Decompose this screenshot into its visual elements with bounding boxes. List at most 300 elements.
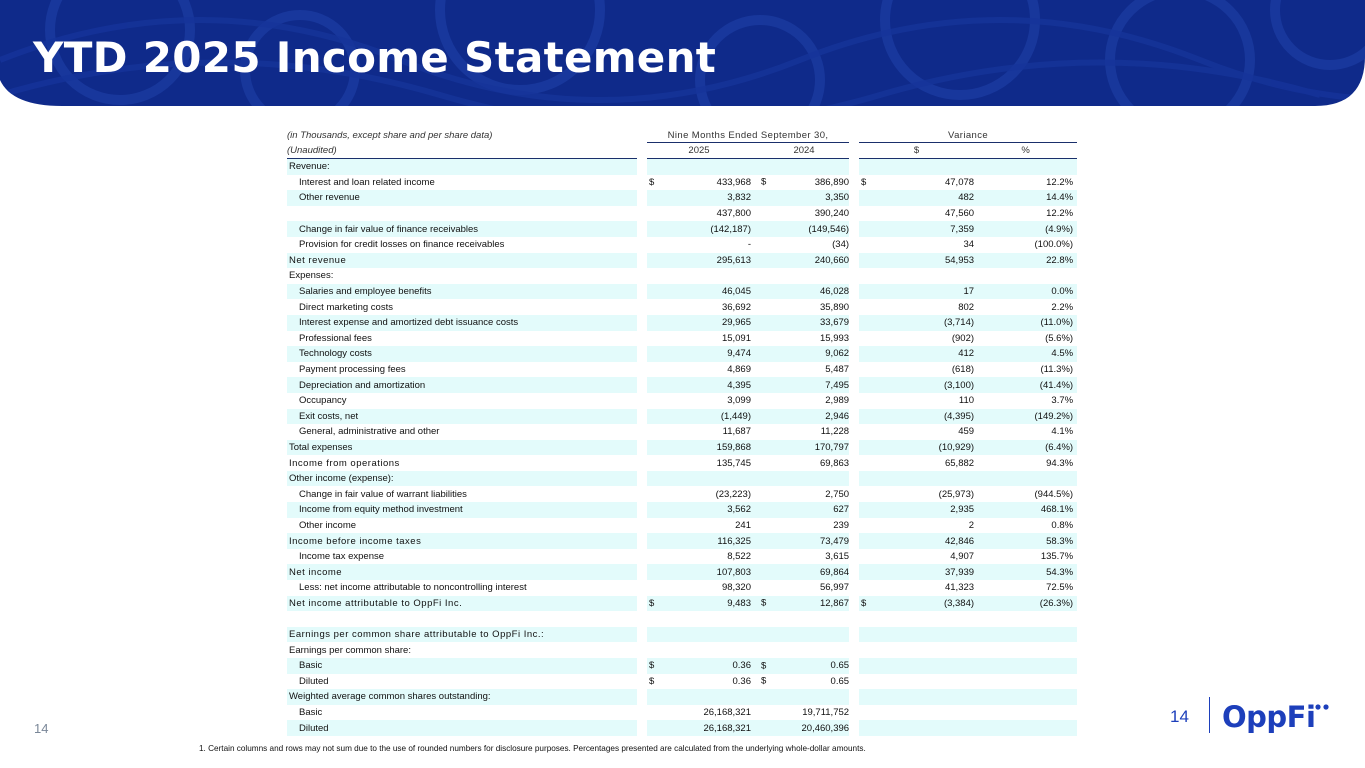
variance-pct: 12.2% [1046, 176, 1074, 188]
table-row [287, 362, 1077, 378]
spacer-cell [637, 705, 647, 721]
currency-2025 [647, 689, 697, 705]
spacer-cell [849, 564, 859, 580]
currency-2025 [647, 455, 697, 471]
variance-pct: 58.3% [974, 533, 1077, 549]
spacer-cell [849, 268, 859, 284]
variance-pct: 468.1% [974, 502, 1077, 518]
spacer-cell [637, 580, 647, 596]
value-2024: (34) [832, 239, 850, 251]
table-row [287, 720, 1077, 736]
currency-variance [859, 190, 909, 206]
spacer-cell [637, 393, 647, 409]
spacer-cell [637, 284, 647, 300]
row-label: Technology costs [287, 346, 637, 362]
spacer-cell [637, 502, 647, 518]
variance-pct: 22.8% [974, 253, 1077, 269]
spacer-cell [751, 315, 759, 331]
spacer-cell [849, 720, 859, 736]
value-2024: 33,679 [759, 315, 849, 331]
currency-variance [859, 331, 909, 347]
logo-divider [1209, 697, 1210, 733]
value-2025: 437,800 [716, 208, 751, 220]
variance-pct [974, 642, 1077, 658]
variance-dollar [909, 611, 974, 627]
col-dollar-header: $ [859, 143, 974, 159]
table-row [287, 502, 1077, 518]
spacer-cell [849, 549, 859, 565]
spacer-cell [637, 190, 647, 206]
value-2025 [697, 268, 751, 284]
currency-variance [859, 705, 909, 721]
value-2025: 11,687 [722, 426, 751, 438]
value-2024-text: 386,890 [814, 176, 850, 188]
header-row-1 [287, 128, 1077, 143]
table-row [287, 580, 1077, 596]
spacer-cell [751, 580, 759, 596]
spacer-cell [637, 377, 647, 393]
currency-variance [859, 237, 909, 253]
row-label: Less: net income attributable to noncontrolling interest [299, 582, 527, 594]
spacer-cell [849, 221, 859, 237]
variance-dollar: 2 [968, 519, 975, 531]
table-row [287, 642, 1077, 658]
spacer-cell [849, 393, 859, 409]
variance-dollar: 17 [909, 284, 974, 300]
value-2025: 0.36 [732, 675, 751, 687]
currency-2025 [647, 424, 697, 440]
spacer-cell [637, 440, 647, 456]
currency-variance [859, 658, 909, 674]
value-2024: 11,228 [820, 426, 850, 438]
currency-variance [859, 471, 909, 487]
variance-dollar: 42,846 [909, 533, 974, 549]
variance-dollar: 54,953 [909, 253, 974, 269]
currency-variance [859, 674, 909, 690]
currency-2025 [647, 221, 697, 237]
spacer-cell [751, 533, 759, 549]
value-2024: 15,993 [819, 332, 850, 344]
variance-pct: 4.1% [1051, 426, 1074, 438]
variance-dollar: 412 [909, 346, 974, 362]
row-label: Salaries and employee benefits [287, 284, 637, 300]
row-label: Depreciation and amortization [287, 377, 637, 393]
variance-pct [974, 159, 1077, 175]
spacer-cell [751, 689, 759, 705]
currency-variance [859, 206, 909, 222]
table-row [287, 611, 1077, 627]
variance-pct: 0.0% [974, 284, 1077, 300]
spacer-cell [849, 206, 859, 222]
currency-2025: $ [647, 658, 697, 674]
spacer-cell [637, 533, 647, 549]
value-2025: 116,325 [697, 533, 751, 549]
table-row [287, 518, 1077, 534]
spacer-cell [849, 315, 859, 331]
currency-2025 [647, 362, 697, 378]
spacer-cell [751, 206, 759, 222]
spacer-cell [751, 674, 759, 690]
row-label: Interest and loan related income [299, 176, 435, 188]
currency-variance [859, 299, 909, 315]
spacer-cell [637, 658, 647, 674]
spacer-cell [637, 720, 647, 736]
currency-variance [859, 268, 909, 284]
value-2024: 2,989 [825, 395, 850, 407]
spacer-cell [849, 502, 859, 518]
value-2025: 241 [735, 519, 751, 531]
variance-pct [974, 611, 1077, 627]
variance-pct: (41.4%) [974, 377, 1077, 393]
spacer-cell [751, 486, 759, 502]
table-row [287, 486, 1077, 502]
spacer-cell [849, 471, 859, 487]
currency-variance [859, 642, 909, 658]
value-2025: 159,868 [697, 440, 751, 456]
table-row [287, 440, 1077, 456]
spacer-cell [637, 627, 647, 643]
spacer-cell [751, 720, 759, 736]
currency-variance [859, 424, 909, 440]
table-row [287, 705, 1077, 721]
variance-header: Variance [859, 128, 1077, 143]
value-2024: 73,479 [759, 533, 849, 549]
spacer-cell [849, 237, 859, 253]
currency-2025 [647, 486, 697, 502]
spacer-cell [637, 268, 647, 284]
spacer-cell [849, 611, 859, 627]
value-2024 [759, 689, 849, 705]
income-statement-table [287, 128, 1077, 736]
currency-2025 [647, 502, 697, 518]
oppfi-logo: OppFi [1222, 700, 1316, 734]
spacer-cell [751, 268, 759, 284]
spacer-cell [751, 190, 759, 206]
currency-2025 [647, 518, 697, 534]
spacer-cell [849, 518, 859, 534]
table-row [287, 253, 1077, 269]
value-2024 [759, 642, 849, 658]
variance-dollar [909, 674, 974, 690]
variance-dollar [909, 689, 974, 705]
value-2024-text: 12,867 [819, 597, 850, 609]
value-2025: 4,869 [727, 364, 751, 376]
row-label: Direct marketing costs [299, 301, 393, 313]
spacer-cell [751, 611, 759, 627]
value-2024: 46,028 [759, 284, 849, 300]
variance-dollar: 65,882 [944, 457, 975, 469]
spacer-cell [849, 627, 859, 643]
value-2024-text: 0.65 [830, 660, 850, 672]
currency-variance [859, 486, 909, 502]
spacer-cell [751, 393, 759, 409]
spacer-cell [751, 253, 759, 269]
logo-dots-icon [1315, 703, 1335, 711]
currency-variance [859, 221, 909, 237]
spacer-cell [637, 455, 647, 471]
page-number-left: 14 [34, 721, 49, 736]
currency-variance [859, 346, 909, 362]
currency-2025 [647, 253, 697, 269]
row-label: Earnings per common share attributable to OppFi Inc.: [287, 627, 637, 643]
spacer-cell [849, 533, 859, 549]
value-2024: 627 [759, 502, 849, 518]
spacer-cell [637, 471, 647, 487]
value-2025: 433,968 [716, 176, 751, 188]
variance-dollar: 4,907 [950, 551, 975, 563]
spacer-cell [751, 440, 759, 456]
currency-2024: $ [761, 176, 767, 188]
footnote: 1. Certain columns and rows may not sum due to the use of rounded numbers for disclosure purposes. Percentages presented are calculated from the underlying whole-dollar amounts. [199, 744, 866, 753]
variance-pct: 3.7% [1051, 395, 1074, 407]
table-row [287, 409, 1077, 425]
currency-2025: $ [649, 675, 655, 687]
variance-pct: 4.5% [974, 346, 1077, 362]
currency-2025 [647, 299, 697, 315]
period-header: Nine Months Ended September 30, [647, 128, 849, 143]
spacer-cell [849, 674, 859, 690]
spacer-cell [637, 315, 647, 331]
unaudited-label: (Unaudited) [287, 143, 637, 159]
page-number-right: 14 [1170, 707, 1189, 726]
row-label: Professional fees [299, 332, 372, 344]
value-2024: 3,350 [759, 190, 849, 206]
value-2024 [759, 611, 849, 627]
currency-2025 [647, 377, 697, 393]
variance-dollar: 47,560 [944, 208, 975, 220]
currency-variance [859, 627, 909, 643]
table-row [287, 175, 1077, 191]
currency-variance: $ [861, 176, 867, 188]
spacer-cell [751, 284, 759, 300]
row-label: Diluted [287, 720, 637, 736]
spacer-cell [849, 253, 859, 269]
value-2025: 3,099 [727, 395, 751, 407]
spacer-cell [849, 409, 859, 425]
spacer-cell [849, 299, 859, 315]
variance-dollar [909, 471, 974, 487]
table-row [287, 424, 1077, 440]
spacer-cell [751, 658, 759, 674]
value-2025: 26,168,321 [697, 720, 751, 736]
value-2025: 8,522 [727, 551, 751, 563]
spacer-cell [849, 284, 859, 300]
value-2024: 2,946 [759, 409, 849, 425]
variance-dollar: 802 [958, 301, 975, 313]
spacer-cell [849, 424, 859, 440]
variance-pct: 12.2% [1046, 208, 1074, 220]
spacer-cell [751, 221, 759, 237]
spacer-cell [751, 346, 759, 362]
spacer-cell [637, 689, 647, 705]
variance-pct: (11.0%) [974, 315, 1077, 331]
value-2025: 15,091 [721, 332, 751, 344]
spacer-cell [849, 440, 859, 456]
currency-2025 [647, 564, 697, 580]
currency-2025 [647, 471, 697, 487]
row-label: Interest expense and amortized debt issuance costs [287, 315, 637, 331]
variance-dollar: 37,939 [909, 564, 974, 580]
spacer-cell [637, 253, 647, 269]
row-label: Diluted [299, 675, 329, 687]
variance-dollar: 47,078 [944, 176, 975, 188]
variance-dollar: (618) [951, 364, 975, 376]
table-row [287, 331, 1077, 347]
spacer-cell [637, 549, 647, 565]
spacer-cell [751, 424, 759, 440]
currency-2025 [647, 580, 697, 596]
row-label [287, 611, 637, 627]
currency-variance [859, 409, 909, 425]
row-label: Net income [287, 564, 637, 580]
currency-variance [859, 549, 909, 565]
table-row [287, 658, 1077, 674]
value-2024: 20,460,396 [759, 720, 849, 736]
currency-variance [859, 455, 909, 471]
value-2024 [759, 268, 849, 284]
table-row [287, 393, 1077, 409]
variance-pct [974, 471, 1077, 487]
spacer-cell [751, 564, 759, 580]
table-row [287, 471, 1077, 487]
row-label: Basic [287, 658, 637, 674]
spacer-cell [637, 611, 647, 627]
spacer-cell [637, 362, 647, 378]
value-2025: 29,965 [697, 315, 751, 331]
currency-2025 [647, 720, 697, 736]
currency-variance [859, 564, 909, 580]
variance-pct: (100.0%) [1034, 239, 1074, 251]
variance-dollar: 459 [958, 426, 975, 438]
variance-dollar: 34 [963, 239, 975, 251]
variance-dollar: (3,100) [909, 377, 974, 393]
currency-2025 [647, 268, 697, 284]
row-label: Change in fair value of warrant liabilities [299, 488, 467, 500]
spacer-cell [751, 502, 759, 518]
value-2024: 170,797 [759, 440, 849, 456]
row-label: Net income attributable to OppFi Inc. [287, 596, 637, 612]
table-row [287, 221, 1077, 237]
table-row [287, 190, 1077, 206]
spacer-cell [637, 486, 647, 502]
spacer-cell [637, 424, 647, 440]
variance-pct: (5.6%) [1045, 332, 1074, 344]
value-2025: 9,474 [697, 346, 751, 362]
statement-rows [287, 159, 1077, 736]
value-2025 [697, 611, 751, 627]
spacer-cell [751, 299, 759, 315]
value-2025: 107,803 [697, 564, 751, 580]
row-label: Income before income taxes [287, 533, 637, 549]
currency-2025 [647, 190, 697, 206]
spacer-cell [637, 221, 647, 237]
spacer-cell [849, 705, 859, 721]
spacer-cell [849, 377, 859, 393]
col-2025-header: 2025 [647, 143, 751, 159]
spacer-cell [751, 455, 759, 471]
spacer-cell [849, 642, 859, 658]
value-2025: 135,745 [716, 457, 751, 469]
value-2024 [759, 627, 849, 643]
currency-2025 [647, 705, 697, 721]
variance-pct [974, 627, 1077, 643]
value-2025: (1,449) [697, 409, 751, 425]
currency-variance [859, 689, 909, 705]
variance-dollar [909, 627, 974, 643]
variance-pct: (4.9%) [974, 221, 1077, 237]
spacer-cell [751, 159, 759, 175]
row-label: Occupancy [299, 395, 347, 407]
spacer-cell [849, 331, 859, 347]
value-2024: 390,240 [814, 208, 850, 220]
value-2024: 35,890 [819, 301, 850, 313]
currency-variance: $ [859, 596, 909, 612]
variance-pct: (944.5%) [1034, 488, 1074, 500]
spacer-cell [849, 580, 859, 596]
value-2024: 2,750 [825, 488, 850, 500]
variance-dollar [909, 720, 974, 736]
row-label: Change in fair value of finance receivables [287, 221, 637, 237]
variance-dollar: (3,714) [909, 315, 974, 331]
currency-2025 [647, 642, 697, 658]
variance-dollar [909, 642, 974, 658]
spacer-cell [849, 658, 859, 674]
row-label: Basic [299, 707, 323, 719]
row-label: Income from equity method investment [287, 502, 637, 518]
spacer-cell [751, 627, 759, 643]
row-label: Provision for credit losses on finance receivables [299, 239, 505, 251]
spacer-cell [849, 596, 859, 612]
spacer-cell [751, 642, 759, 658]
currency-variance [859, 253, 909, 269]
variance-pct [974, 705, 1077, 721]
currency-2025 [647, 331, 697, 347]
variance-dollar: (10,929) [909, 440, 974, 456]
currency-2025 [647, 284, 697, 300]
table-row [287, 377, 1077, 393]
variance-dollar: 2,935 [909, 502, 974, 518]
currency-variance [859, 518, 909, 534]
spacer-cell [637, 674, 647, 690]
row-label: Other income [299, 519, 357, 531]
table-row [287, 299, 1077, 315]
spacer-cell [751, 705, 759, 721]
row-label: Weighted average common shares outstanding: [287, 689, 637, 705]
currency-2025 [647, 627, 697, 643]
value-2025 [697, 471, 751, 487]
currency-2025 [647, 315, 697, 331]
currency-2024: $ [761, 660, 767, 672]
currency-2024: $ [761, 597, 767, 609]
variance-dollar: (902) [951, 332, 975, 344]
table-row [287, 284, 1077, 300]
row-label: Payment processing fees [299, 364, 406, 376]
spacer-cell [637, 518, 647, 534]
col-2024-header: 2024 [759, 143, 849, 159]
row-label: Revenue: [287, 159, 637, 175]
variance-pct: 2.2% [1051, 301, 1074, 313]
currency-2025 [647, 549, 697, 565]
variance-dollar: (25,973) [938, 488, 975, 500]
value-2024: 5,487 [825, 364, 850, 376]
value-2025: 98,320 [721, 582, 751, 594]
spacer-cell [751, 549, 759, 565]
currency-variance [859, 720, 909, 736]
value-2024: 56,997 [819, 582, 850, 594]
currency-variance [859, 284, 909, 300]
currency-2025 [647, 393, 697, 409]
currency-2025: $ [649, 176, 655, 188]
